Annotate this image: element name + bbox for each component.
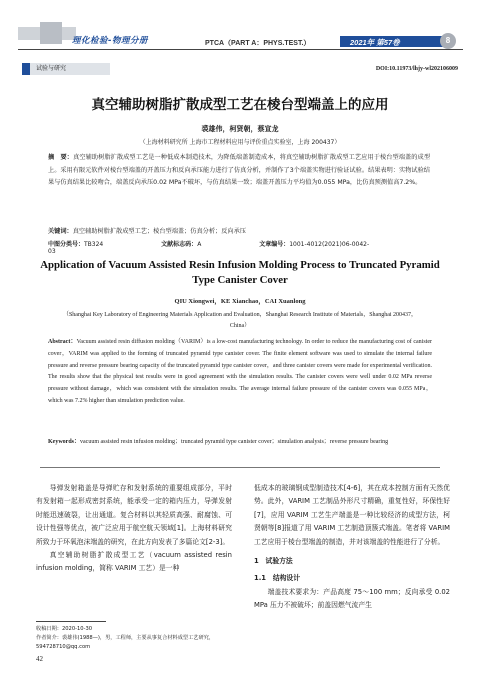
clc-number: 中图分类号：TB324 [48, 241, 104, 248]
journal-name-cn: 理化检验-物理分册 [72, 36, 149, 46]
body-paragraph: 导弹发射箱盖是导弹贮存和发射系统的重要组成部分，平时有发射箱一起形成密封系统，能承受一定的箱内压力，导弹发射时能迅速破裂，让出通道。复合材料以其轻质高强、耐腐蚀、可设计性强等优点，被广泛应用于航空航天领域[1]。上海材料研究所致力于环氧泡沫端盖的研究，在此方向发表了多篇论文[2-3]。 [36, 484, 232, 546]
abstract-cn-text: 真空辅助树脂扩散成型工艺是一种低成本制造技术，为降低端盖制造成本，将真空辅助树脂扩散成型工艺应用于棱台型端盖的成型上。采用有限元软件对棱台型端盖的开盖压力和反向承压能力进行了仿真分析，并制作了3个端盖实物进行验证试验。结果表明：实物试验结果与仿真结果比较吻合，端盖反向承压0.02 MPa不破坏，与仿真结果一致；端盖开盖压力平均值为0.055 MPa，比仿真预测值高7.2%。 [48, 154, 431, 186]
doi: DOI:10.11973/lhjy-wl202106009 [375, 66, 458, 72]
body-right-column [254, 482, 450, 613]
article-id: 文章编号：1001-4012(2021)06-0042-03 [48, 241, 370, 255]
keywords-cn [48, 226, 430, 235]
abstract-cn [48, 152, 430, 190]
author-bio: 作者简介：裘雄伟(1988—)，男，工程师，主要从事复合材料成型工艺研究，594728710@qq.com [36, 635, 215, 650]
keywords-en [48, 437, 432, 449]
journal-logo-mark [40, 22, 62, 44]
authors-cn: 裘雄伟，柯贤朝，蔡宣龙 [201, 125, 279, 133]
footnote [36, 625, 232, 652]
section-heading: 1 试验方法 [254, 557, 293, 566]
page-number: 42 [36, 655, 43, 663]
issue-number-badge: 8 [440, 33, 456, 49]
body-left-column [36, 482, 232, 576]
classification-cn [48, 239, 430, 255]
title-cn: 真空辅助树脂扩散成型工艺在棱台型端盖上的应用 [91, 97, 389, 113]
authors-en: QIU Xiongwei，KE Xianchao，CAI Xuanlong [174, 298, 306, 305]
subsection-heading: 1.1 结构设计 [254, 574, 301, 583]
affiliation-cn: （上海材料研究所 上海市工程材料应用与评价重点实验室，上海 200437） [139, 139, 341, 146]
section-divider [40, 467, 440, 468]
body-paragraph: 端盖技术要求为：产品高度 75～100 mm；反向承受 0.02 MPa 压力不被破坏；前盖因燃气流产生 [254, 587, 450, 610]
abstract-en-text: Vacuum assisted resin diffusion molding（VARIM）is a low-cost manufacturing technology. In order to reduce the manufacturing cost of canister cover，VARIM was applied to the forming of truncated pyramid type canister cover. The finite element software was used to simulate the internal failure pressure and reverse pressure bearing capacity of the truncated pyramid type canister cover，and three canister covers were made for experimental verification. The results show that the physical test results were in good agreement with the simulation results. The canister covers were well under 0.02 MPa reverse pressure without damage，which was consistent with the simulation results. The average internal failure pressure of the canister covers was 0.055 MPa，which was 7.2% higher than simulation prediction value. [48, 339, 432, 404]
keywords-en-text: vacuum assisted resin infusion molding；truncated pyramid type canister cover；simulation analysis；reverse pressure bearing [80, 439, 389, 445]
body-paragraph: 低成本的玻璃钢成型制造技术[4-6]，其在成本控制方面有天然优势。此外，VARIM 工艺制品外形尺寸精确，重复性好，环保性好[7]，应用 VARIM 工艺生产端盖是一种比较经济的成型方法，柯贤朝等[8]报道了用 VARIM 工艺制造顶簇式端盖。笔者将 VARIM 工艺应用于棱台型端盖的制造，并对该端盖的性能进行了分析。 [254, 484, 450, 546]
affiliation-en: （Shanghai Key Laboratory of Engineering Materials Application and Evaluation，Shanghai Research Institute of Materials，Shanghai 200437，China） [62, 312, 418, 329]
keywords-cn-text: 真空辅助树脂扩散成型工艺；棱台型端盖；仿真分析；反向承压 [72, 228, 246, 235]
page-header [0, 0, 480, 62]
abstract-en-label: Abstract： [48, 339, 77, 345]
title-en: Application of Vacuum Assisted Resin Infusion Molding Process to Truncated Pyramid Type Canister Cover [40, 259, 440, 286]
abstract-en [48, 337, 432, 408]
received-date: 收稿日期：2020-10-30 [36, 626, 93, 632]
section-tag: 试验与研究 [22, 63, 110, 75]
body-paragraph: 真空辅助树脂扩散成型工艺（vacuum assisted resin infusion molding，简称 VARIM 工艺）是一种 [36, 551, 232, 573]
keywords-en-label: Keywords： [48, 439, 80, 445]
doc-code: 文献标志码：A [161, 241, 202, 248]
header-rule [18, 49, 463, 50]
abstract-cn-label: 摘 要： [48, 154, 74, 161]
journal-name-en: PTCA（PART A：PHYS.TEST.） [205, 40, 311, 47]
issue-label: 2021年 第57卷 [350, 38, 400, 47]
keywords-cn-label: 关键词： [48, 228, 73, 235]
footnote-rule [36, 621, 106, 622]
